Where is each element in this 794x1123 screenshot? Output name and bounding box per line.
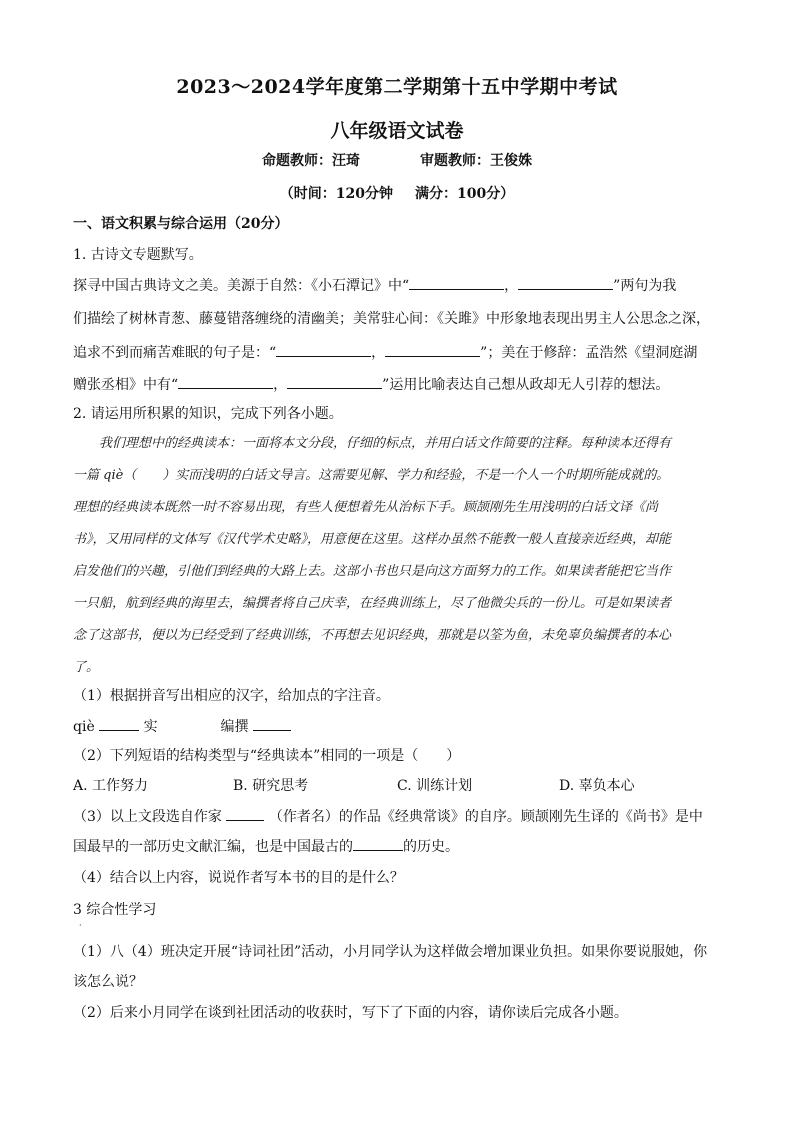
answer-blank[interactable] — [353, 836, 403, 851]
setter-teacher: 命题教师：汪琦 — [262, 153, 360, 169]
exam-title: 2023～2024学年度第二学期第十五中学期中考试 — [176, 76, 618, 98]
q3-sub2: （2）后来小月同学在谈到社团活动的收获时，写下了下面的内容，请你读后完成各小题。 — [73, 1005, 628, 1021]
option-a[interactable]: A. 工作努力 — [73, 778, 149, 794]
stray-dot: · — [79, 921, 82, 930]
q3-title: 3 综合性学习 — [73, 902, 157, 918]
q2-sub1-answers: qiè 实 编撰 — [73, 716, 723, 737]
answer-blank[interactable] — [287, 374, 382, 389]
passage-line: 一只船，航到经典的海里去，编撰者将自己庆幸，在经典训练上，尽了他微尖兵的一份儿。可是如果读者 — [73, 596, 672, 611]
passage-line: 理想的经典读本既然一时不容易出现，有些人便想着先从治标下手。顾颉刚先生用浅明的白话文译《尚 — [73, 500, 659, 515]
q2-options — [73, 776, 723, 796]
answer-blank[interactable] — [409, 275, 504, 290]
q2-sub4: （4）结合以上内容，说说作者写本书的目的是什么？ — [73, 870, 404, 886]
q2-sub3-line2: 国最早的一部历史文献汇编，也是中国最古的 的历史。 — [73, 836, 723, 857]
option-c[interactable]: C. 训练计划 — [397, 778, 473, 794]
exam-subtitle: 八年级语文试卷 — [330, 120, 464, 142]
q1-line4: 赠张丞相》中有“ ， ”运用比喻表达自己想从政却无人引荐的想法。 — [73, 374, 723, 395]
time-score-line — [0, 183, 794, 203]
answer-blank[interactable] — [518, 275, 613, 290]
q3-sub1-line1: （1）八（4）班决定开展“诗词社团”活动，小月同学认为这样做会增加课业负担。如果你要说服她，你 — [73, 944, 708, 960]
q1-line2: 们描绘了树林青葱、藤蔓错落缠绕的清幽美；美常驻心间：《关雎》中形象地表现出男主人公思念之深， — [73, 311, 710, 327]
q2-sub3-line1: （3）以上文段选自作家 （作者名）的作品《经典常谈》的自序。顾颉刚先生译的《尚书》是中 — [73, 806, 723, 827]
reviewer-teacher: 审题教师：王俊姝 — [420, 153, 532, 169]
answer-blank[interactable] — [99, 716, 139, 731]
q1-title: 1. 古诗文专题默写。 — [73, 247, 203, 263]
q1-line3: 追求不到而痛苦难眠的句子是：“ ， ”；美在于修辞：孟浩然《望洞庭湖 — [73, 342, 723, 363]
exam-score: 满分：100分） — [415, 186, 515, 202]
passage-line: 我们理想中的经典读本：一面将本文分段，仔细的标点，并用白话文作简要的注释。每种读本还得有 — [99, 436, 672, 451]
q3-sub1-line2: 该怎么说？ — [73, 974, 143, 990]
q2-sub1: （1）根据拼音写出相应的汉字，给加点的字注音。 — [73, 688, 390, 704]
passage-line: 启发他们的兴趣，引他们到经典的大路上去。这部小书也只是向这方面努力的工作。如果读者能把它当作 — [73, 564, 672, 579]
option-d[interactable]: D. 辜负本心 — [559, 778, 635, 794]
passage-line: 了。 — [73, 660, 100, 675]
passage-line: 一篇 qiè（ ）实而浅明的白话文导言。这需要见解、学力和经验，不是一个人一个时期所能成就的。 — [73, 468, 670, 483]
q2-title: 2. 请运用所积累的知识，完成下列各小题。 — [73, 406, 343, 422]
answer-blank[interactable] — [178, 374, 273, 389]
teachers-line — [0, 150, 794, 170]
answer-blank[interactable] — [276, 342, 371, 357]
q1-line1: 探寻中国古典诗文之美。美源于自然：《小石潭记》中“ ， ”两句为我 — [73, 275, 723, 296]
passage-line: 书》，又用同样的文体写《汉代学术史略》，用意便在这里。这样办虽然不能教一般人直接亲近经典，却能 — [73, 532, 672, 547]
answer-blank[interactable] — [253, 716, 291, 731]
section-heading: 一、语文积累与综合运用（20分） — [73, 216, 289, 232]
q2-sub2: （2）下列短语的结构类型与“经典读本”相同的一项是（ ） — [73, 748, 461, 764]
answer-blank[interactable] — [385, 342, 480, 357]
exam-time: （时间：120分钟 — [279, 186, 393, 202]
answer-blank[interactable] — [226, 806, 264, 821]
passage-line: 念了这部书，便以为已经受到了经典训练，不再想去见识经典，那就是以筌为鱼，未免辜负编撰者的本心 — [73, 628, 672, 643]
option-b[interactable]: B. 研究思考 — [233, 778, 309, 794]
